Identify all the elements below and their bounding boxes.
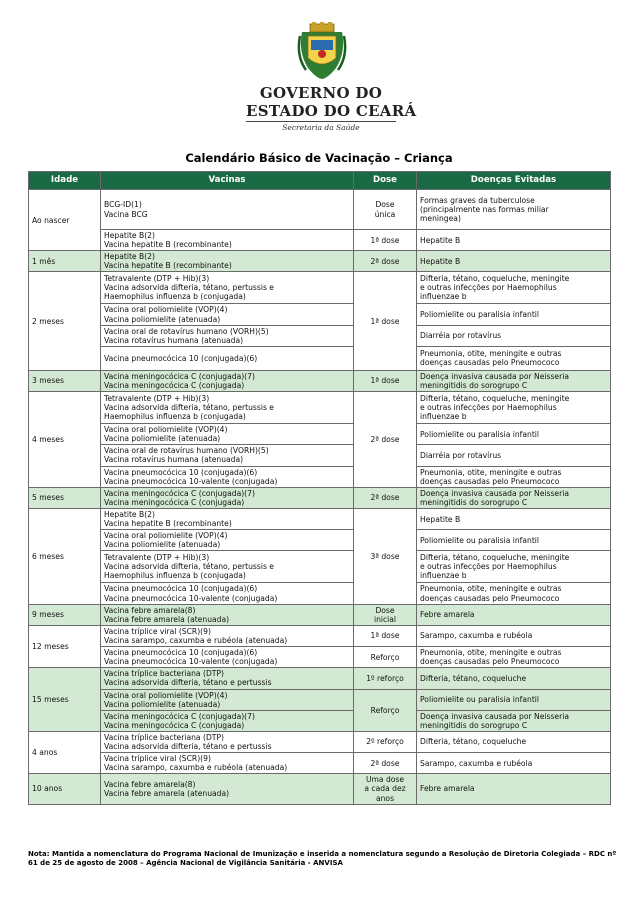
age-cell: 10 anos [29,774,101,804]
vaccine-cell: Vacina febre amarela(8) Vacina febre amarela (atenuada) [101,774,354,804]
column-header-age: Idade [29,172,101,190]
disease-cell: Hepatite B [417,508,611,529]
vaccine-cell: Hepatite B(2) Vacina hepatite B (recombinante) [101,251,354,272]
vaccine-cell: Vacina meningocócica C (conjugada)(7) Vacina meningocócica C (conjugada) [101,370,354,391]
disease-cell: Formas graves da tuberculose (principalmente nas formas miliar meningea) [417,190,611,230]
age-cell: 3 meses [29,370,101,391]
dose-cell: Reforço [354,647,417,668]
age-cell: 12 meses [29,625,101,667]
disease-cell: Poliomielite ou paralisia infantil [417,530,611,551]
column-header-vaccines: Vacinas [101,172,354,190]
disease-cell: Difteria, tétano, coqueluche [417,668,611,689]
table-row [29,424,611,445]
disease-cell: Pneumonia, otite, meningite e outras doenças causadas pelo Pneumococo [417,466,611,487]
disease-cell: Hepatite B [417,251,611,272]
table-body [29,190,611,805]
age-cell: 6 meses [29,508,101,604]
dose-cell: 2º reforço [354,731,417,752]
vaccine-cell: Vacina tríplice bacteriana (DTP) Vacina adsorvida difteria, tétano e pertussis [101,731,354,752]
vaccine-cell: Tetravalente (DTP + Hib)(3) Vacina adsorvida difteria, tétano, pertussis e Haemophilus influenza b (conjugada) [101,392,354,424]
age-cell: 4 anos [29,731,101,773]
dose-cell: 1ª dose [354,625,417,646]
age-cell: 5 meses [29,487,101,508]
age-cell: 4 meses [29,392,101,488]
dose-cell: 3ª dose [354,508,417,604]
vaccine-cell: Hepatite B(2) Vacina hepatite B (recombinante) [101,508,354,529]
disease-cell: Doença invasiva causada por Neisseria meningitidis do sorogrupo C [417,710,611,731]
vaccine-cell: Vacina meningocócica C (conjugada)(7) Vacina meningocócica C (conjugada) [101,710,354,731]
disease-cell: Doença invasiva causada por Neisseria meningitidis do sorogrupo C [417,487,611,508]
disease-cell: Febre amarela [417,774,611,804]
vaccine-cell: Vacina oral de rotavírus humano (VORH)(5) Vacina rotavírus humana (atenuada) [101,325,354,346]
disease-cell: Diarréia por rotavírus [417,445,611,466]
disease-cell: Poliomielite ou paralisia infantil [417,304,611,325]
vaccine-cell: BCG-ID(1) Vacina BCG [101,190,354,230]
table-row [29,487,611,508]
vaccine-cell: Tetravalente (DTP + Hib)(3) Vacina adsorvida difteria, tétano, pertussis e Haemophilus influenza b (conjugada) [101,551,354,583]
table-row [29,753,611,774]
disease-cell: Pneumonia, otite, meningite e outras doenças causadas pelo Pneumococo [417,583,611,604]
disease-cell: Pneumonia, otite, meningite e outras doenças causadas pelo Pneumococo [417,647,611,668]
document-title: Calendário Básico de Vacinação – Criança [185,151,453,165]
vaccine-cell: Vacina oral poliomielite (VOP)(4) Vacina poliomielite (atenuada) [101,424,354,445]
disease-cell: Diarréia por rotavírus [417,325,611,346]
footnote: Nota: Mantida a nomenclatura do Programa Nacional de Imunização e inserida a nomenclatura segundo a Resolução de Diretoria Colegiada – RDC nº 61 de 25 de agosto de 2008 – Agência Nacional de Vigilância Sanitária - ANVISA [28,850,617,868]
disease-cell: Pneumonia, otite, meningite e outras doenças causadas pelo Pneumococo [417,346,611,370]
table-row [29,370,611,391]
org-name-line2: ESTADO DO CEARÁ [246,102,417,120]
column-header-dose: Dose [354,172,417,190]
dose-cell: 1ª dose [354,370,417,391]
table-row [29,272,611,304]
vaccine-cell: Vacina oral poliomielite (VOP)(4) Vacina poliomielite (atenuada) [101,689,354,710]
table-row [29,230,611,251]
disease-cell: Hepatite B [417,230,611,251]
table-row [29,604,611,625]
vaccination-schedule-table [28,171,611,805]
vaccine-cell: Vacina pneumocócica 10 (conjugada)(6) Vacina pneumocócica 10-valente (conjugada) [101,466,354,487]
dose-cell: 1º reforço [354,668,417,689]
dose-cell: 2ª dose [354,392,417,488]
table-row [29,731,611,752]
disease-cell: Difteria, tétano, coqueluche, meningite e outras infecções por Haemophilus influenzae b [417,272,611,304]
dose-cell: 2ª dose [354,251,417,272]
table-row [29,710,611,731]
table-row [29,392,611,424]
vaccine-cell: Vacina pneumocócica 10 (conjugada)(6) Vacina pneumocócica 10-valente (conjugada) [101,647,354,668]
table-row [29,647,611,668]
ceara-coat-of-arms-icon [296,22,348,80]
disease-cell: Sarampo, caxumba e rubéola [417,753,611,774]
disease-cell: Difteria, tétano, coqueluche [417,731,611,752]
age-cell: 1 mês [29,251,101,272]
dose-cell: 1ª dose [354,230,417,251]
vaccine-cell: Vacina oral poliomielite (VOP)(4) Vacina poliomielite (atenuada) [101,304,354,325]
disease-cell: Sarampo, caxumba e rubéola [417,625,611,646]
table-row [29,625,611,646]
table-row [29,530,611,551]
table-row [29,689,611,710]
table-row [29,583,611,604]
vaccine-cell: Vacina meningocócica C (conjugada)(7) Vacina meningocócica C (conjugada) [101,487,354,508]
dose-cell: 1ª dose [354,272,417,370]
vaccine-cell: Vacina oral poliomielite (VOP)(4) Vacina poliomielite (atenuada) [101,530,354,551]
vaccine-cell: Hepatite B(2) Vacina hepatite B (recombinante) [101,230,354,251]
vaccine-cell: Vacina pneumocócica 10 (conjugada)(6) [101,346,354,370]
table-header-row [29,172,611,190]
vaccine-cell: Vacina febre amarela(8) Vacina febre amarela (atenuada) [101,604,354,625]
dose-cell: 2ª dose [354,487,417,508]
vaccine-cell: Tetravalente (DTP + Hib)(3) Vacina adsorvida difteria, tétano, pertussis e Haemophilus influenza b (conjugada) [101,272,354,304]
vaccine-cell: Vacina tríplice viral (SCR)(9) Vacina sarampo, caxumba e rubéola (atenuada) [101,753,354,774]
table-row [29,325,611,346]
table-row [29,251,611,272]
vaccine-cell: Vacina oral de rotavírus humano (VORH)(5) Vacina rotavírus humana (atenuada) [101,445,354,466]
vaccine-cell: Vacina pneumocócica 10 (conjugada)(6) Vacina pneumocócica 10-valente (conjugada) [101,583,354,604]
disease-cell: Febre amarela [417,604,611,625]
table-row [29,466,611,487]
table-row [29,445,611,466]
org-name-line1: GOVERNO DO [259,84,383,102]
table-row [29,668,611,689]
age-cell: 15 meses [29,668,101,732]
age-cell: 9 meses [29,604,101,625]
disease-cell: Difteria, tétano, coqueluche, meningite e outras infecções por Haemophilus influenzae b [417,551,611,583]
table-row [29,551,611,583]
dose-cell: Reforço [354,689,417,731]
table-row [29,774,611,804]
table-row [29,508,611,529]
government-logo [246,22,417,134]
column-header-diseases: Doenças Evitadas [417,172,611,190]
disease-cell: Poliomielite ou paralisia infantil [417,424,611,445]
vaccine-cell: Vacina tríplice viral (SCR)(9) Vacina sarampo, caxumba e rubéola (atenuada) [101,625,354,646]
dose-cell: Dose única [354,190,417,230]
vaccine-cell: Vacina tríplice bacteriana (DTP) Vacina adsorvida difteria, tétano e pertussis [101,668,354,689]
table-row [29,346,611,370]
dose-cell: Dose inicial [354,604,417,625]
table-row [29,304,611,325]
org-subtitle: Secretaria da Saúde [246,121,396,132]
dose-cell: 2ª dose [354,753,417,774]
disease-cell: Doença invasiva causada por Neisseria meningitidis do sorogrupo C [417,370,611,391]
age-cell: 2 meses [29,272,101,370]
disease-cell: Difteria, tétano, coqueluche, meningite e outras infecções por Haemophilus influenzae b [417,392,611,424]
table-row [29,190,611,230]
age-cell: Ao nascer [29,190,101,251]
disease-cell: Poliomielite ou paralisia infantil [417,689,611,710]
dose-cell: Uma dose a cada dez anos [354,774,417,804]
